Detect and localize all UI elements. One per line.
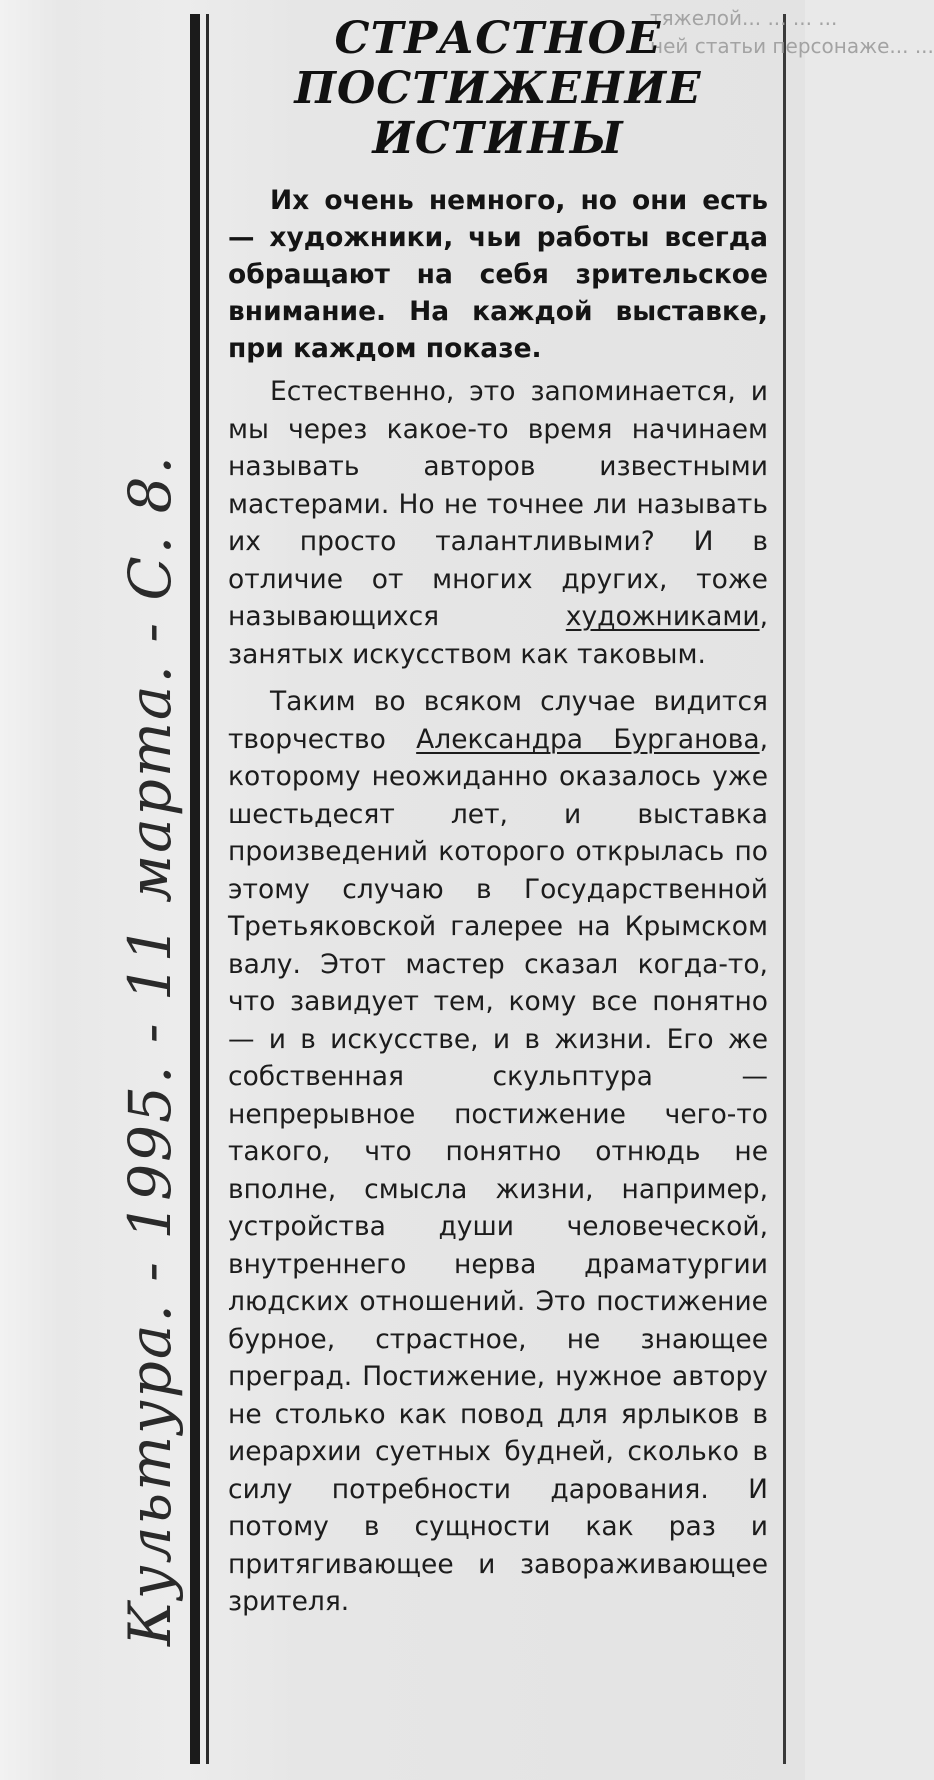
article-headline: СТРАСТНОЕ ПОСТИЖЕНИЕ ИСТИНЫ	[294, 13, 702, 164]
article-paragraph-1: Естественно, это запоминается, и мы через какое-то время начинаем называть авторов известными мастерами. Но не точнее ли называть их просто талантливыми? И в отличие от многих других, тоже называющихся художниками, занятых искусством как таковым.	[228, 376, 768, 670]
left-margin	[0, 0, 190, 1780]
column-rule-thin	[206, 14, 209, 1764]
column-rule-thick	[190, 14, 200, 1764]
underlined-word: художниками	[565, 601, 760, 632]
article-lead: Их очень немного, но они есть — художники, чьи работы всегда обращают на себя зрительское внимание. На каждой выставке, при каждом показе.	[228, 185, 768, 364]
bleed-through-text: тяжелой... ... ... ... ней статьи персонаже... ...	[650, 6, 934, 58]
handwritten-citation: Культура. - 1995. - 11 марта. - С. 8.	[116, 454, 184, 1646]
newspaper-article	[228, 14, 768, 1754]
underlined-name: Александра Бурганова	[416, 723, 760, 755]
right-edge-rule	[783, 14, 786, 1764]
article-paragraph-2: Таким во всяком случае видится творчество Александра Бурганова, которому неожиданно оказалось уже шестьдесят лет, и выставка произведений которого открылась по этому случаю в Государственной Третьяковской галерее на Крымском валу. Этот мастер сказал когда-то, что завидует тем, кому все понятно — и в искусстве, и в жизни. Его же собственная скульптура — непрерывное постижение чего-то такого, что понятно отнюдь не вполне, смысла жизни, например, устройства души человеческой, внутреннего нерва драматургии людских отношений. Это постижение бурное, страстное, не знающее преград. Постижение, нужное автору не столько как повод для ярлыков в иерархии суетных будней, сколько в силу потребности дарования. И потому в сущности как раз и притягивающее и завораживающее зрителя.	[228, 686, 768, 1617]
